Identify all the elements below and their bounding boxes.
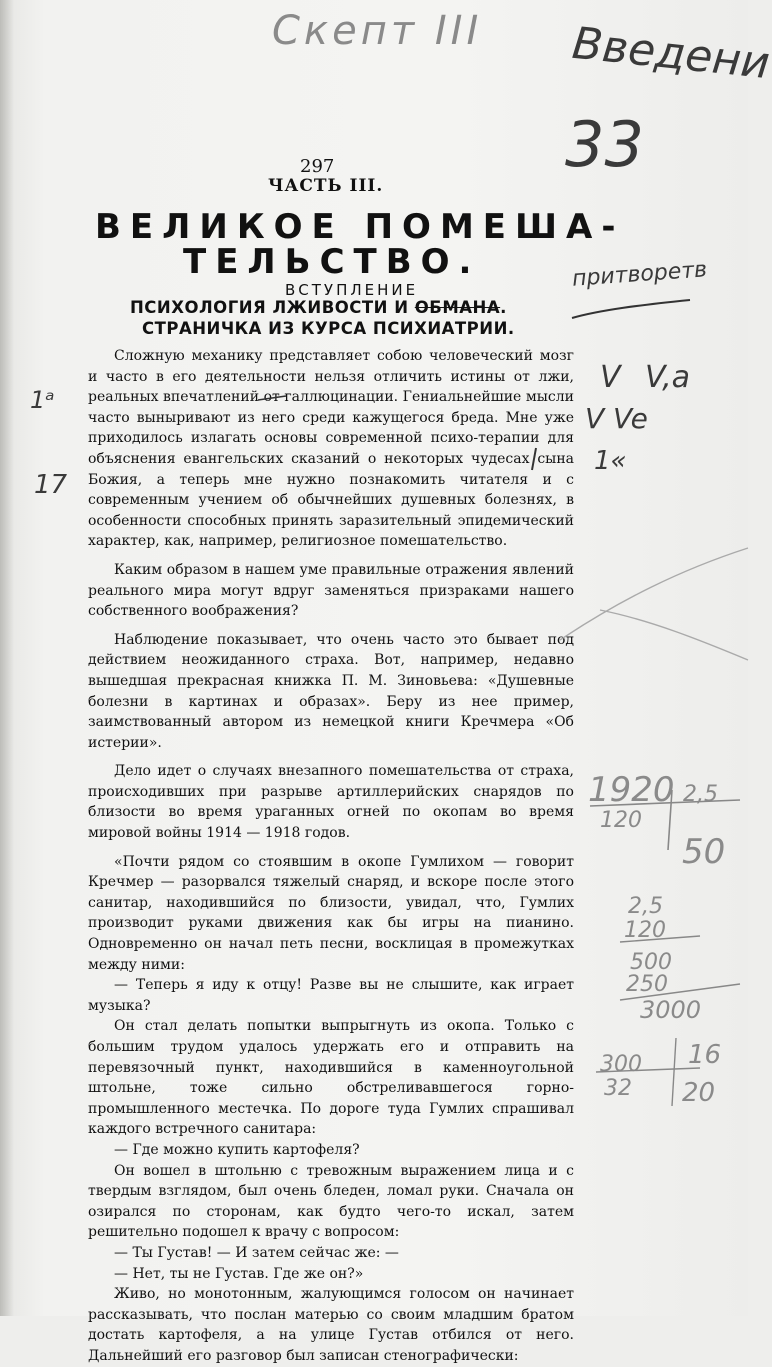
inserted-word-annotation: притворетв xyxy=(571,257,708,292)
pencil-fraction-line xyxy=(668,790,672,850)
paragraph: Каким образом в нашем уме правильные отражения явлений реального мира могут вдруг заменяться призраками нашего собственного воображения? xyxy=(88,561,574,620)
insertion-caret-line xyxy=(572,300,690,318)
subtitle-part-a: ПСИХОЛОГИЯ ЛЖИВОСТИ И xyxy=(130,298,415,317)
main-title-line-1: ВЕЛИКОЕ ПОМЕША- xyxy=(95,207,625,247)
pencil-diagonal-line xyxy=(560,548,748,640)
pencil-calculation: 250 xyxy=(626,972,668,997)
page-number: 297 xyxy=(300,156,335,177)
paragraph: «Почти рядом со стоявшим в окопе Гумлихом — говорит Кречмер — разорвался тяжелый снаряд, и вскоре после этого санитар, находившийся по близости, увидал, что, Гумлих производит руками движения как бы игры на пианино. Одновременно он начал петь песни, восклицая в промежутках между ними: xyxy=(88,853,574,973)
margin-mark: V,a xyxy=(645,360,690,395)
pencil-calculation: 16 xyxy=(688,1040,722,1070)
pencil-calculation: 300 xyxy=(600,1052,642,1077)
pencil-calculation: 500 xyxy=(630,950,672,975)
pencil-calculation: 120 xyxy=(600,808,642,833)
subtitle-line-2: СТРАНИЧКА ИЗ КУРСА ПСИХИАТРИИ. xyxy=(142,319,515,338)
paragraph: Дело идет о случаях внезапного помешательства от страха, происходивших при разрыве артиллерийских снарядов по близости во время ураганных огней по окопам во время мировой войны 1914 — 1918 годов. xyxy=(88,763,574,842)
paragraph: — Теперь я иду к отцу! Разве вы не слышите, как играет музыка? xyxy=(88,977,574,1014)
paragraph: — Нет, ты не Густав. Где же он?» xyxy=(114,1265,364,1282)
pencil-fraction-line xyxy=(672,1038,676,1106)
left-margin-mark: 1ᵃ xyxy=(30,386,55,414)
bracket-stroke xyxy=(532,448,536,470)
left-margin-mark: 17 xyxy=(34,470,68,500)
paragraph: Он вошел в штольню с тревожным выражением лица и с твердым взглядом, был очень бледен, ломал руки. Сначала он озирался по сторонам, как будто чего-то искал, затем решительно подошел к врачу с вопросом: xyxy=(88,1162,574,1241)
paragraph: Сложную механику представляет собою человеческий мозг и часто в его деятельности нельзя отличить истины от лжи, реальных впечатлений от галлюцинации. Гениальнейшие мысли часто выныривают из него среди кажущегося бреда. Мне уже приходилось излагать основы современной психо-терапии для объяснения евангельских сказаний о некоторых чудесах сына Божия, а теперь мне нужно познакомить читателя и с современным учением об обычнейших душевных болезнях, в особенности способных принять заразительный эпидемический характер, как, например, религиозное помешательство. xyxy=(88,348,574,550)
folio-number: 33 xyxy=(565,108,644,181)
underline-stroke xyxy=(258,396,286,400)
margin-mark: 1« xyxy=(594,446,627,476)
pencil-calculation: 32 xyxy=(604,1076,632,1101)
top-scribble-annotation: Скепт III xyxy=(272,8,483,54)
main-title-line-2: ТЕЛЬСТВО. xyxy=(183,242,481,282)
paragraph: Наблюдение показывает, что очень часто это бывает под действием неожиданного страха. Вот, например, недавно вышедшая прекрасная книжка П. М. Зиновьева: «Душевные болезни в картинах и образах». Беру из нее пример, заимствованный автором из немецкой книги Кречмера «Об истерии». xyxy=(88,631,574,751)
pencil-sum-line xyxy=(620,936,700,942)
pencil-calculation: 1920 xyxy=(588,770,675,810)
margin-mark: V xyxy=(600,360,621,395)
pencil-calculation: 50 xyxy=(682,832,726,872)
top-right-annotation: Введени xyxy=(569,17,772,90)
intro-label: ВСТУПЛЕНИЕ xyxy=(285,281,419,299)
margin-mark: V Ve xyxy=(585,402,648,435)
pencil-calculation: 2,5 xyxy=(683,782,718,807)
pencil-calculation: 120 xyxy=(624,918,666,943)
pencil-fraction-line xyxy=(596,1068,700,1072)
part-heading: ЧАСТЬ III. xyxy=(268,176,384,196)
pencil-fraction-line xyxy=(590,800,740,806)
pencil-calculation: 2,5 xyxy=(628,894,663,919)
pencil-calculation: 3000 xyxy=(640,996,702,1024)
paragraph: — Где можно купить картофеля? xyxy=(114,1141,360,1158)
pencil-calculation: 20 xyxy=(682,1078,716,1108)
paragraph: Живо, но монотонным, жалующимся голосом он начинает рассказывать, что послан матерью со своим младшим братом достать картофеля, а на улице Густав отбился от него. Дальнейший его разговор был записан стенографически: xyxy=(88,1286,574,1364)
struck-word: ОБМАНА xyxy=(414,298,501,317)
pencil-diagonal-line xyxy=(600,610,748,660)
paragraph: — Ты Густав! — И затем сейчас же: — xyxy=(114,1244,399,1261)
pencil-sum-line xyxy=(620,984,740,1000)
subtitle-period: . xyxy=(500,298,507,317)
paragraph: Он стал делать попытки выпрыгнуть из окопа. Только с большим трудом удалось удержать его и отправить на перевязочный пункт, находившийся в каменноугольной штольне, тоже сильно обстреливавшегося горно-промышленного местечка. По дороге туда Гумлих спрашивал каждого встречного санитара: xyxy=(88,1018,574,1138)
